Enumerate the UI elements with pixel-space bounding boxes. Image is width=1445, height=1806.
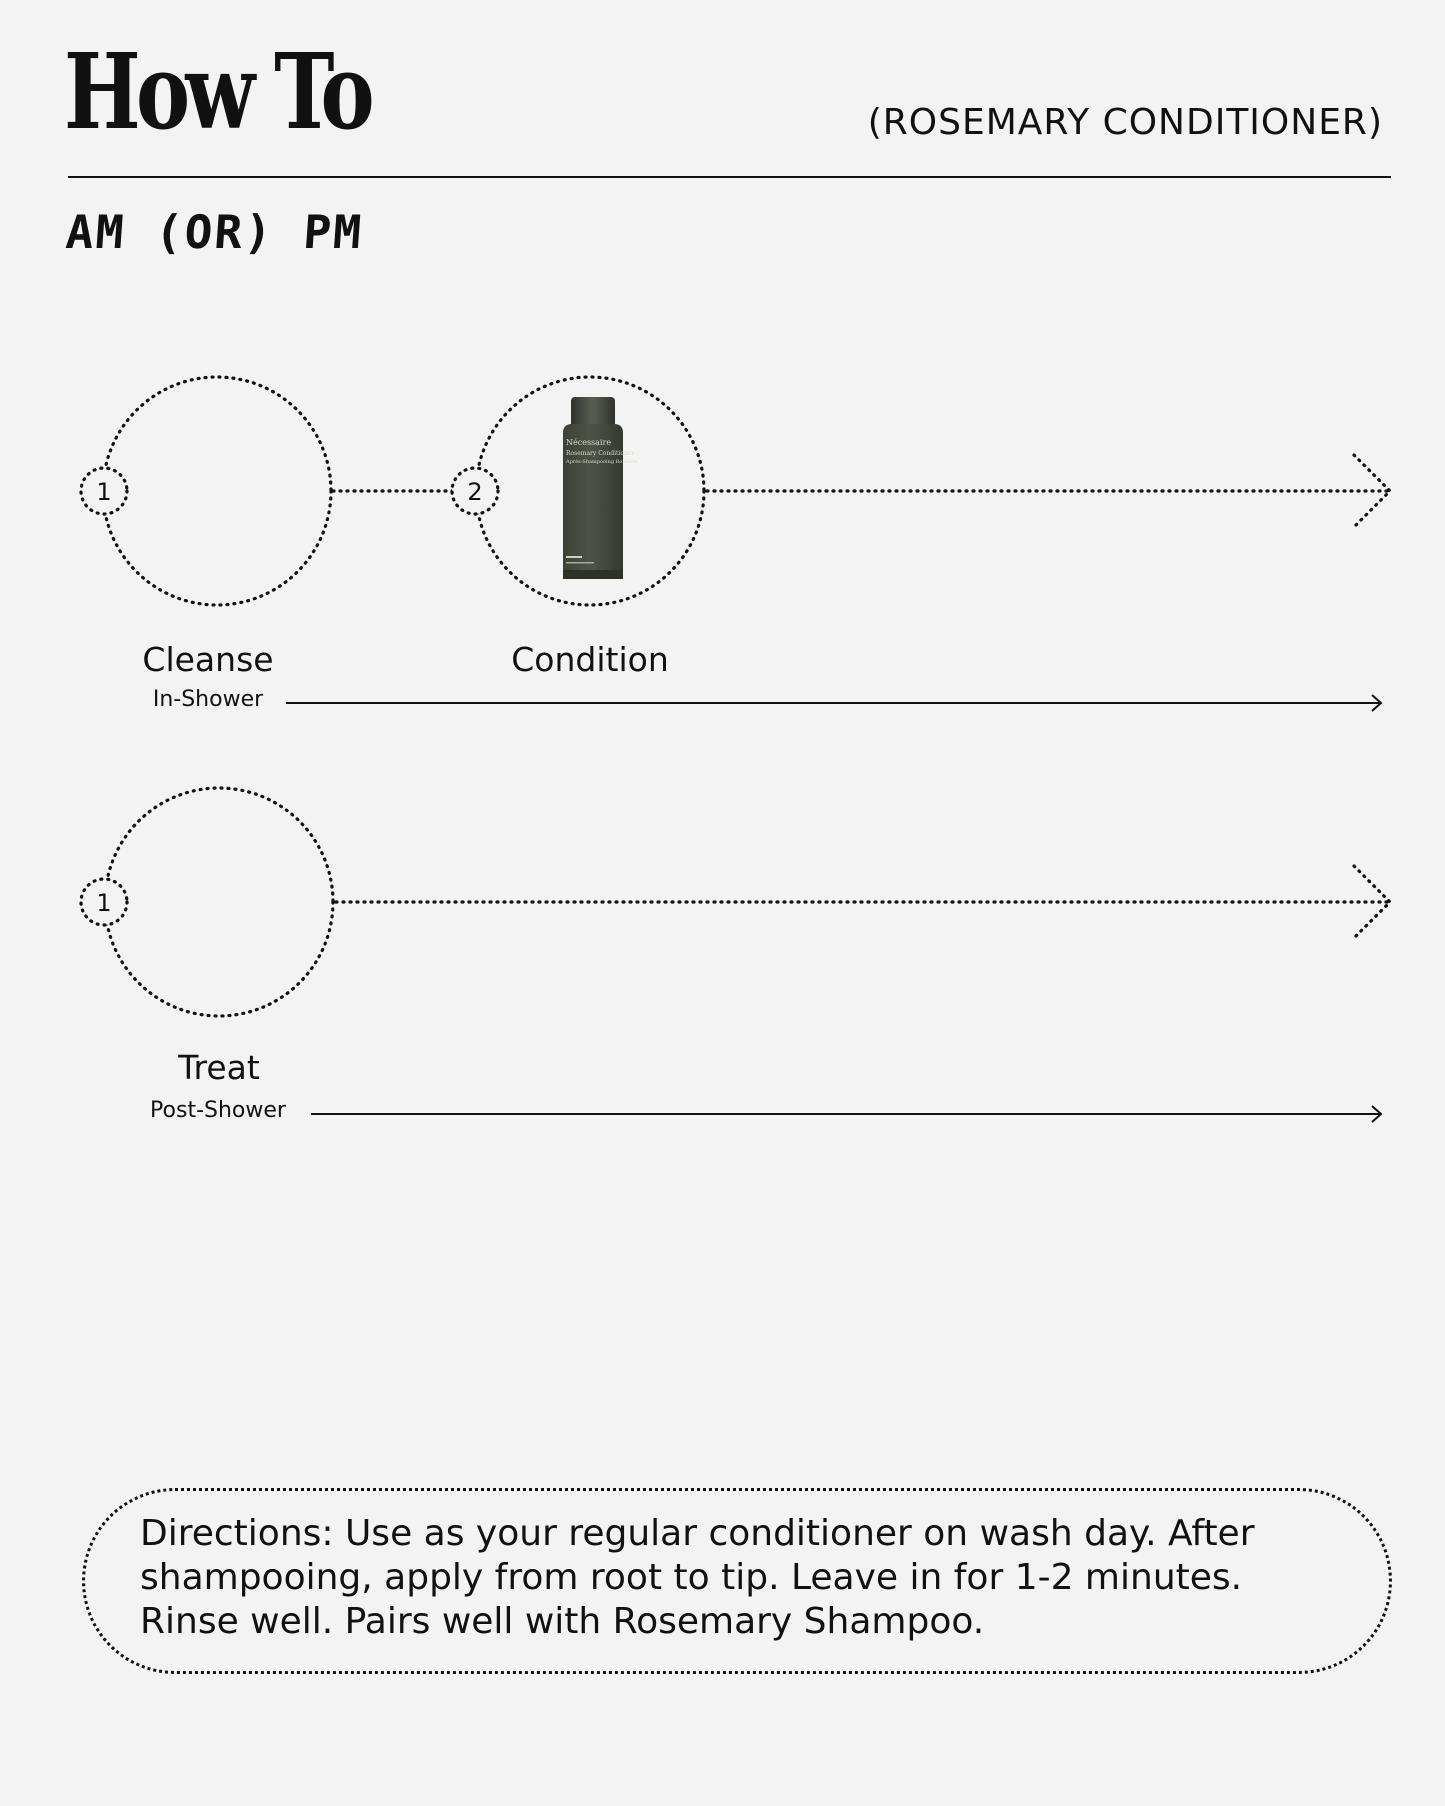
- page-title: How To: [64, 30, 370, 153]
- step-label-condition: Condition: [511, 640, 669, 679]
- product-name: (ROSEMARY CONDITIONER): [867, 102, 1383, 143]
- step-number: 1: [96, 478, 112, 506]
- in-shower-arrow: [286, 695, 1381, 711]
- phase-label-in-shower: In-Shower: [152, 687, 264, 712]
- step-label-treat: Treat: [178, 1048, 260, 1087]
- product-bottle-image: [563, 397, 638, 579]
- step-circle-treat: [105, 788, 333, 1016]
- step-number: 1: [96, 889, 112, 917]
- bottle-subtitle: Après-Shampooing Romarin: [566, 459, 638, 465]
- phase-label-post-shower: Post-Shower: [150, 1098, 286, 1123]
- post-shower-arrow: [311, 1106, 1381, 1122]
- step-circle-cleanse: [103, 377, 331, 605]
- step-number: 2: [467, 478, 483, 506]
- bottle-brand: Nécessaire: [566, 438, 612, 447]
- step-label-cleanse: Cleanse: [142, 640, 274, 679]
- time-of-day-label: AM (OR) PM: [64, 205, 365, 259]
- bottle-product-name: Rosemary Conditioner: [566, 450, 635, 457]
- directions-text: Directions: Use as your regular conditioner on wash day. After shampooing, apply from root to tip. Leave in for 1-2 minutes. Rinse well. Pairs well with Rosemary Shampoo.: [140, 1513, 1255, 1642]
- in-shower-row: [81, 377, 1390, 605]
- post-shower-row: [81, 788, 1390, 1016]
